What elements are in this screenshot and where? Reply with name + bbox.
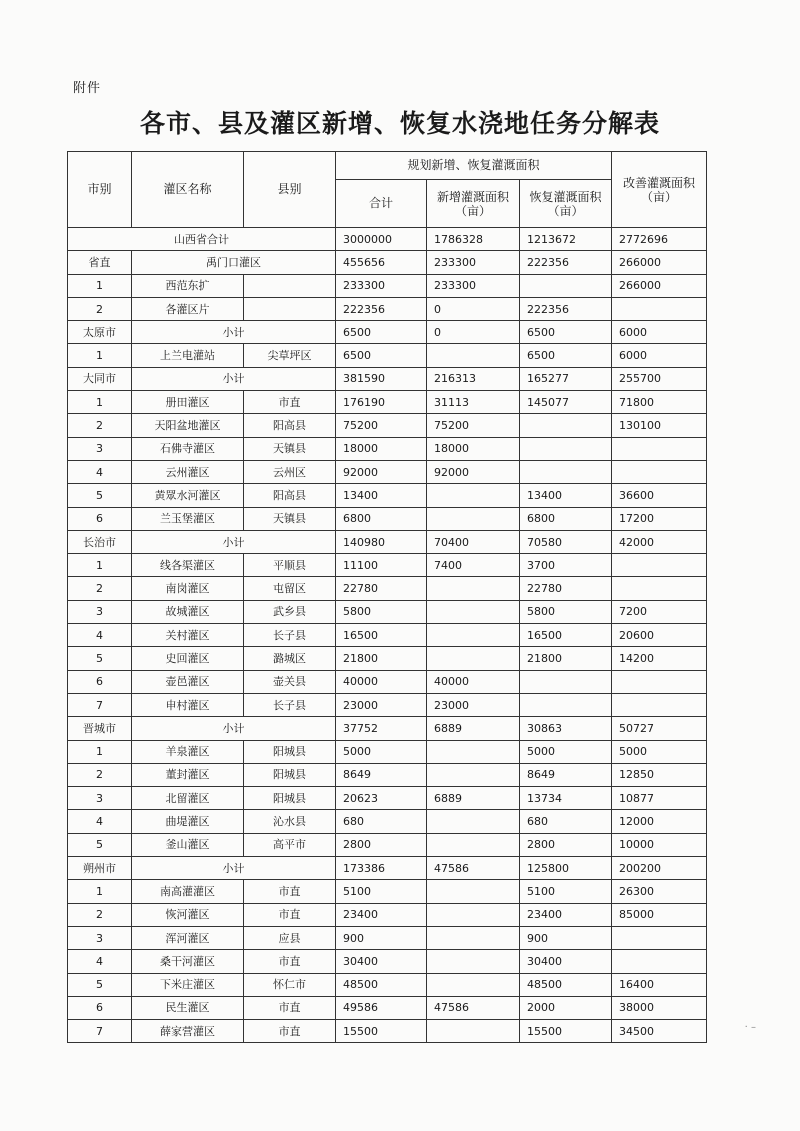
district-name-cell: 黄眾水河灌区	[132, 484, 244, 507]
new-area-cell: 233300	[427, 274, 520, 297]
subtotal-label: 小计	[132, 530, 336, 553]
county-cell: 沁水县	[244, 810, 336, 833]
total-cell: 11100	[336, 554, 427, 577]
county-cell: 阳高县	[244, 414, 336, 437]
new-area-cell	[427, 973, 520, 996]
total-cell: 30400	[336, 950, 427, 973]
table-row	[68, 484, 707, 507]
row-number: 5	[68, 833, 132, 856]
subtotal-label: 小计	[132, 717, 336, 740]
city-cell: 晋城市	[68, 717, 132, 740]
header-restored-area: 恢复灌溉面积（亩）	[520, 180, 612, 228]
total-cell: 2800	[336, 833, 427, 856]
row-number: 4	[68, 460, 132, 483]
restored-area-cell: 125800	[520, 857, 612, 880]
county-cell: 尖草坪区	[244, 344, 336, 367]
table-row	[68, 554, 707, 577]
province-total-improved: 2772696	[612, 228, 707, 251]
restored-area-cell: 23400	[520, 903, 612, 926]
district-name-cell: 恢河灌区	[132, 903, 244, 926]
district-name-cell: 西范东扩	[132, 274, 244, 297]
total-cell: 176190	[336, 391, 427, 414]
new-area-cell: 70400	[427, 530, 520, 553]
new-area-cell	[427, 484, 520, 507]
row-number: 2	[68, 903, 132, 926]
county-cell	[244, 274, 336, 297]
improved-area-cell: 6000	[612, 344, 707, 367]
district-name-cell: 薛家营灌区	[132, 1020, 244, 1043]
county-cell	[244, 297, 336, 320]
total-cell: 5800	[336, 600, 427, 623]
district-name-cell: 桑干河灌区	[132, 950, 244, 973]
district-name-cell: 曲堤灌区	[132, 810, 244, 833]
county-cell: 武乡县	[244, 600, 336, 623]
total-cell: 49586	[336, 996, 427, 1019]
province-total-restored: 1213672	[520, 228, 612, 251]
new-area-cell: 0	[427, 321, 520, 344]
district-name-cell: 下米庄灌区	[132, 973, 244, 996]
province-total-total: 3000000	[336, 228, 427, 251]
subtotal-row	[68, 530, 707, 553]
improved-area-cell: 42000	[612, 530, 707, 553]
improved-area-cell	[612, 437, 707, 460]
province-total-row	[68, 228, 707, 251]
new-area-cell: 40000	[427, 670, 520, 693]
table-row	[68, 903, 707, 926]
new-area-cell: 23000	[427, 693, 520, 716]
total-cell: 222356	[336, 297, 427, 320]
improved-area-cell: 38000	[612, 996, 707, 1019]
improved-area-cell: 16400	[612, 973, 707, 996]
improved-area-cell: 10000	[612, 833, 707, 856]
restored-area-cell: 15500	[520, 1020, 612, 1043]
improved-area-cell: 36600	[612, 484, 707, 507]
total-cell: 48500	[336, 973, 427, 996]
table-row	[68, 787, 707, 810]
table-row	[68, 740, 707, 763]
row-number: 5	[68, 973, 132, 996]
new-area-cell	[427, 810, 520, 833]
row-number: 1	[68, 740, 132, 763]
improved-area-cell: 85000	[612, 903, 707, 926]
restored-area-cell	[520, 460, 612, 483]
row-number: 1	[68, 344, 132, 367]
new-area-cell	[427, 903, 520, 926]
table-row	[68, 670, 707, 693]
table-row	[68, 973, 707, 996]
restored-area-cell: 2800	[520, 833, 612, 856]
total-cell: 40000	[336, 670, 427, 693]
restored-area-cell: 6500	[520, 321, 612, 344]
restored-area-cell: 6800	[520, 507, 612, 530]
total-cell: 173386	[336, 857, 427, 880]
district-name-cell: 南高灌灌区	[132, 880, 244, 903]
table-row	[68, 996, 707, 1019]
header-improved-area: 改善灌溉面积（亩）	[612, 152, 707, 228]
restored-area-cell: 5000	[520, 740, 612, 763]
county-cell: 屯留区	[244, 577, 336, 600]
county-cell: 天镇县	[244, 437, 336, 460]
improved-area-cell: 255700	[612, 367, 707, 390]
total-cell: 23000	[336, 693, 427, 716]
total-cell: 5000	[336, 740, 427, 763]
county-cell: 应县	[244, 926, 336, 949]
new-area-cell: 92000	[427, 460, 520, 483]
province-total-new: 1786328	[427, 228, 520, 251]
improved-area-cell: 200200	[612, 857, 707, 880]
restored-area-cell: 165277	[520, 367, 612, 390]
improved-area-cell	[612, 554, 707, 577]
header-district-name: 灌区名称	[132, 152, 244, 228]
restored-area-cell	[520, 437, 612, 460]
restored-area-cell: 16500	[520, 624, 612, 647]
total-cell: 8649	[336, 763, 427, 786]
row-number: 5	[68, 647, 132, 670]
new-area-cell: 31113	[427, 391, 520, 414]
restored-area-cell: 5100	[520, 880, 612, 903]
table-row	[68, 600, 707, 623]
improved-area-cell: 71800	[612, 391, 707, 414]
table-row	[68, 460, 707, 483]
table-row	[68, 344, 707, 367]
row-number: 1	[68, 274, 132, 297]
restored-area-cell: 3700	[520, 554, 612, 577]
restored-area-cell	[520, 693, 612, 716]
row-number: 1	[68, 391, 132, 414]
improved-area-cell: 12850	[612, 763, 707, 786]
county-cell: 市直	[244, 1020, 336, 1043]
table-row	[68, 763, 707, 786]
district-name-cell: 线各渠灌区	[132, 554, 244, 577]
total-cell: 92000	[336, 460, 427, 483]
restored-area-cell: 30400	[520, 950, 612, 973]
total-cell: 455656	[336, 251, 427, 274]
new-area-cell	[427, 950, 520, 973]
new-area-cell	[427, 833, 520, 856]
header-group: 规划新增、恢复灌溉面积	[336, 152, 612, 180]
county-cell: 市直	[244, 391, 336, 414]
new-area-cell: 0	[427, 297, 520, 320]
page-title: 各市、县及灌区新增、恢复水浇地任务分解表	[139, 109, 660, 138]
restored-area-cell: 2000	[520, 996, 612, 1019]
table-row	[68, 297, 707, 320]
improved-area-cell: 10877	[612, 787, 707, 810]
new-area-cell	[427, 507, 520, 530]
total-cell: 13400	[336, 484, 427, 507]
restored-area-cell: 900	[520, 926, 612, 949]
improved-area-cell: 266000	[612, 274, 707, 297]
county-cell: 天镇县	[244, 507, 336, 530]
subtotal-label: 小计	[132, 367, 336, 390]
subtotal-row	[68, 321, 707, 344]
district-name-cell: 北留灌区	[132, 787, 244, 810]
row-number: 2	[68, 297, 132, 320]
district-name-cell: 各灌区片	[132, 297, 244, 320]
restored-area-cell: 6500	[520, 344, 612, 367]
table-body	[68, 228, 707, 1043]
new-area-cell: 47586	[427, 857, 520, 880]
improved-area-cell	[612, 926, 707, 949]
table-row	[68, 647, 707, 670]
subtotal-row	[68, 717, 707, 740]
district-name-cell: 兰玉堡灌区	[132, 507, 244, 530]
row-number: 3	[68, 787, 132, 810]
row-number: 2	[68, 577, 132, 600]
table-row	[68, 880, 707, 903]
table-row	[68, 1020, 707, 1043]
improved-area-cell: 6000	[612, 321, 707, 344]
district-name-cell: 故城灌区	[132, 600, 244, 623]
district-name-cell: 册田灌区	[132, 391, 244, 414]
row-number: 1	[68, 554, 132, 577]
total-cell: 680	[336, 810, 427, 833]
county-cell: 云州区	[244, 460, 336, 483]
table-row	[68, 577, 707, 600]
row-number: 6	[68, 507, 132, 530]
new-area-cell	[427, 600, 520, 623]
subtotal-label: 禹门口灌区	[132, 251, 336, 274]
header-total: 合计	[336, 180, 427, 228]
table-row	[68, 693, 707, 716]
row-number: 2	[68, 414, 132, 437]
county-cell: 长子县	[244, 693, 336, 716]
new-area-cell	[427, 647, 520, 670]
row-number: 6	[68, 996, 132, 1019]
county-cell: 平顺县	[244, 554, 336, 577]
district-name-cell: 南岗灌区	[132, 577, 244, 600]
total-cell: 75200	[336, 414, 427, 437]
district-name-cell: 壶邑灌区	[132, 670, 244, 693]
row-number: 4	[68, 950, 132, 973]
row-number: 2	[68, 763, 132, 786]
table-row	[68, 414, 707, 437]
improved-area-cell	[612, 950, 707, 973]
total-cell: 381590	[336, 367, 427, 390]
city-cell: 太原市	[68, 321, 132, 344]
row-number: 3	[68, 437, 132, 460]
header-city: 市别	[68, 152, 132, 228]
total-cell: 18000	[336, 437, 427, 460]
city-cell: 大同市	[68, 367, 132, 390]
district-name-cell: 董封灌区	[132, 763, 244, 786]
district-name-cell: 石佛寺灌区	[132, 437, 244, 460]
restored-area-cell: 222356	[520, 297, 612, 320]
county-cell: 怀仁市	[244, 973, 336, 996]
task-breakdown-table	[67, 151, 707, 1043]
new-area-cell: 18000	[427, 437, 520, 460]
total-cell: 233300	[336, 274, 427, 297]
improved-area-cell: 7200	[612, 600, 707, 623]
district-name-cell: 关村灌区	[132, 624, 244, 647]
total-cell: 37752	[336, 717, 427, 740]
improved-area-cell: 17200	[612, 507, 707, 530]
improved-area-cell: 5000	[612, 740, 707, 763]
restored-area-cell: 222356	[520, 251, 612, 274]
improved-area-cell	[612, 460, 707, 483]
subtotal-label: 小计	[132, 857, 336, 880]
table-row	[68, 391, 707, 414]
table-row	[68, 926, 707, 949]
new-area-cell	[427, 763, 520, 786]
new-area-cell	[427, 1020, 520, 1043]
district-name-cell: 民生灌区	[132, 996, 244, 1019]
total-cell: 21800	[336, 647, 427, 670]
total-cell: 20623	[336, 787, 427, 810]
subtotal-label: 小计	[132, 321, 336, 344]
district-name-cell: 申村灌区	[132, 693, 244, 716]
restored-area-cell: 145077	[520, 391, 612, 414]
new-area-cell	[427, 624, 520, 647]
county-cell: 潞城区	[244, 647, 336, 670]
improved-area-cell: 50727	[612, 717, 707, 740]
restored-area-cell	[520, 414, 612, 437]
improved-area-cell: 12000	[612, 810, 707, 833]
total-cell: 900	[336, 926, 427, 949]
new-area-cell	[427, 344, 520, 367]
city-cell: 省直	[68, 251, 132, 274]
row-number: 6	[68, 670, 132, 693]
total-cell: 5100	[336, 880, 427, 903]
header-county: 县别	[244, 152, 336, 228]
table-row	[68, 950, 707, 973]
table-row	[68, 624, 707, 647]
province-total-label: 山西省合计	[68, 228, 336, 251]
restored-area-cell: 5800	[520, 600, 612, 623]
restored-area-cell: 13734	[520, 787, 612, 810]
new-area-cell	[427, 880, 520, 903]
table-row	[68, 833, 707, 856]
restored-area-cell	[520, 274, 612, 297]
county-cell: 高平市	[244, 833, 336, 856]
district-name-cell: 浑河灌区	[132, 926, 244, 949]
new-area-cell: 6889	[427, 717, 520, 740]
header-new-area: 新增灌溉面积（亩）	[427, 180, 520, 228]
total-cell: 22780	[336, 577, 427, 600]
new-area-cell: 75200	[427, 414, 520, 437]
county-cell: 市直	[244, 950, 336, 973]
new-area-cell: 6889	[427, 787, 520, 810]
table-row	[68, 507, 707, 530]
improved-area-cell	[612, 670, 707, 693]
table-row	[68, 810, 707, 833]
new-area-cell: 216313	[427, 367, 520, 390]
row-number: 4	[68, 810, 132, 833]
scan-marks: · –	[744, 1022, 756, 1033]
total-cell: 6500	[336, 344, 427, 367]
improved-area-cell: 266000	[612, 251, 707, 274]
district-name-cell: 天阳盆地灌区	[132, 414, 244, 437]
improved-area-cell: 14200	[612, 647, 707, 670]
subtotal-row	[68, 367, 707, 390]
county-cell: 市直	[244, 996, 336, 1019]
row-number: 7	[68, 693, 132, 716]
new-area-cell: 233300	[427, 251, 520, 274]
new-area-cell	[427, 926, 520, 949]
total-cell: 6500	[336, 321, 427, 344]
city-cell: 长治市	[68, 530, 132, 553]
table-row	[68, 437, 707, 460]
row-number: 3	[68, 926, 132, 949]
total-cell: 15500	[336, 1020, 427, 1043]
improved-area-cell: 26300	[612, 880, 707, 903]
subtotal-row	[68, 857, 707, 880]
restored-area-cell: 22780	[520, 577, 612, 600]
city-cell: 朔州市	[68, 857, 132, 880]
improved-area-cell: 34500	[612, 1020, 707, 1043]
district-name-cell: 羊泉灌区	[132, 740, 244, 763]
district-name-cell: 云州灌区	[132, 460, 244, 483]
restored-area-cell	[520, 670, 612, 693]
district-name-cell: 釜山灌区	[132, 833, 244, 856]
county-cell: 阳城县	[244, 740, 336, 763]
improved-area-cell: 20600	[612, 624, 707, 647]
restored-area-cell: 8649	[520, 763, 612, 786]
county-cell: 市直	[244, 880, 336, 903]
county-cell: 市直	[244, 903, 336, 926]
row-number: 1	[68, 880, 132, 903]
row-number: 7	[68, 1020, 132, 1043]
restored-area-cell: 30863	[520, 717, 612, 740]
attachment-label: 附件	[73, 81, 102, 96]
restored-area-cell: 13400	[520, 484, 612, 507]
county-cell: 阳城县	[244, 763, 336, 786]
county-cell: 阳高县	[244, 484, 336, 507]
new-area-cell: 47586	[427, 996, 520, 1019]
district-name-cell: 史回灌区	[132, 647, 244, 670]
total-cell: 140980	[336, 530, 427, 553]
improved-area-cell	[612, 297, 707, 320]
row-number: 5	[68, 484, 132, 507]
county-cell: 长子县	[244, 624, 336, 647]
subtotal-row	[68, 251, 707, 274]
restored-area-cell: 70580	[520, 530, 612, 553]
restored-area-cell: 48500	[520, 973, 612, 996]
total-cell: 23400	[336, 903, 427, 926]
improved-area-cell: 130100	[612, 414, 707, 437]
new-area-cell: 7400	[427, 554, 520, 577]
table-row	[68, 274, 707, 297]
district-name-cell: 上兰电灌站	[132, 344, 244, 367]
total-cell: 16500	[336, 624, 427, 647]
row-number: 3	[68, 600, 132, 623]
county-cell: 阳城县	[244, 787, 336, 810]
new-area-cell	[427, 577, 520, 600]
row-number: 4	[68, 624, 132, 647]
new-area-cell	[427, 740, 520, 763]
restored-area-cell: 21800	[520, 647, 612, 670]
total-cell: 6800	[336, 507, 427, 530]
improved-area-cell	[612, 577, 707, 600]
restored-area-cell: 680	[520, 810, 612, 833]
county-cell: 壶关县	[244, 670, 336, 693]
improved-area-cell	[612, 693, 707, 716]
